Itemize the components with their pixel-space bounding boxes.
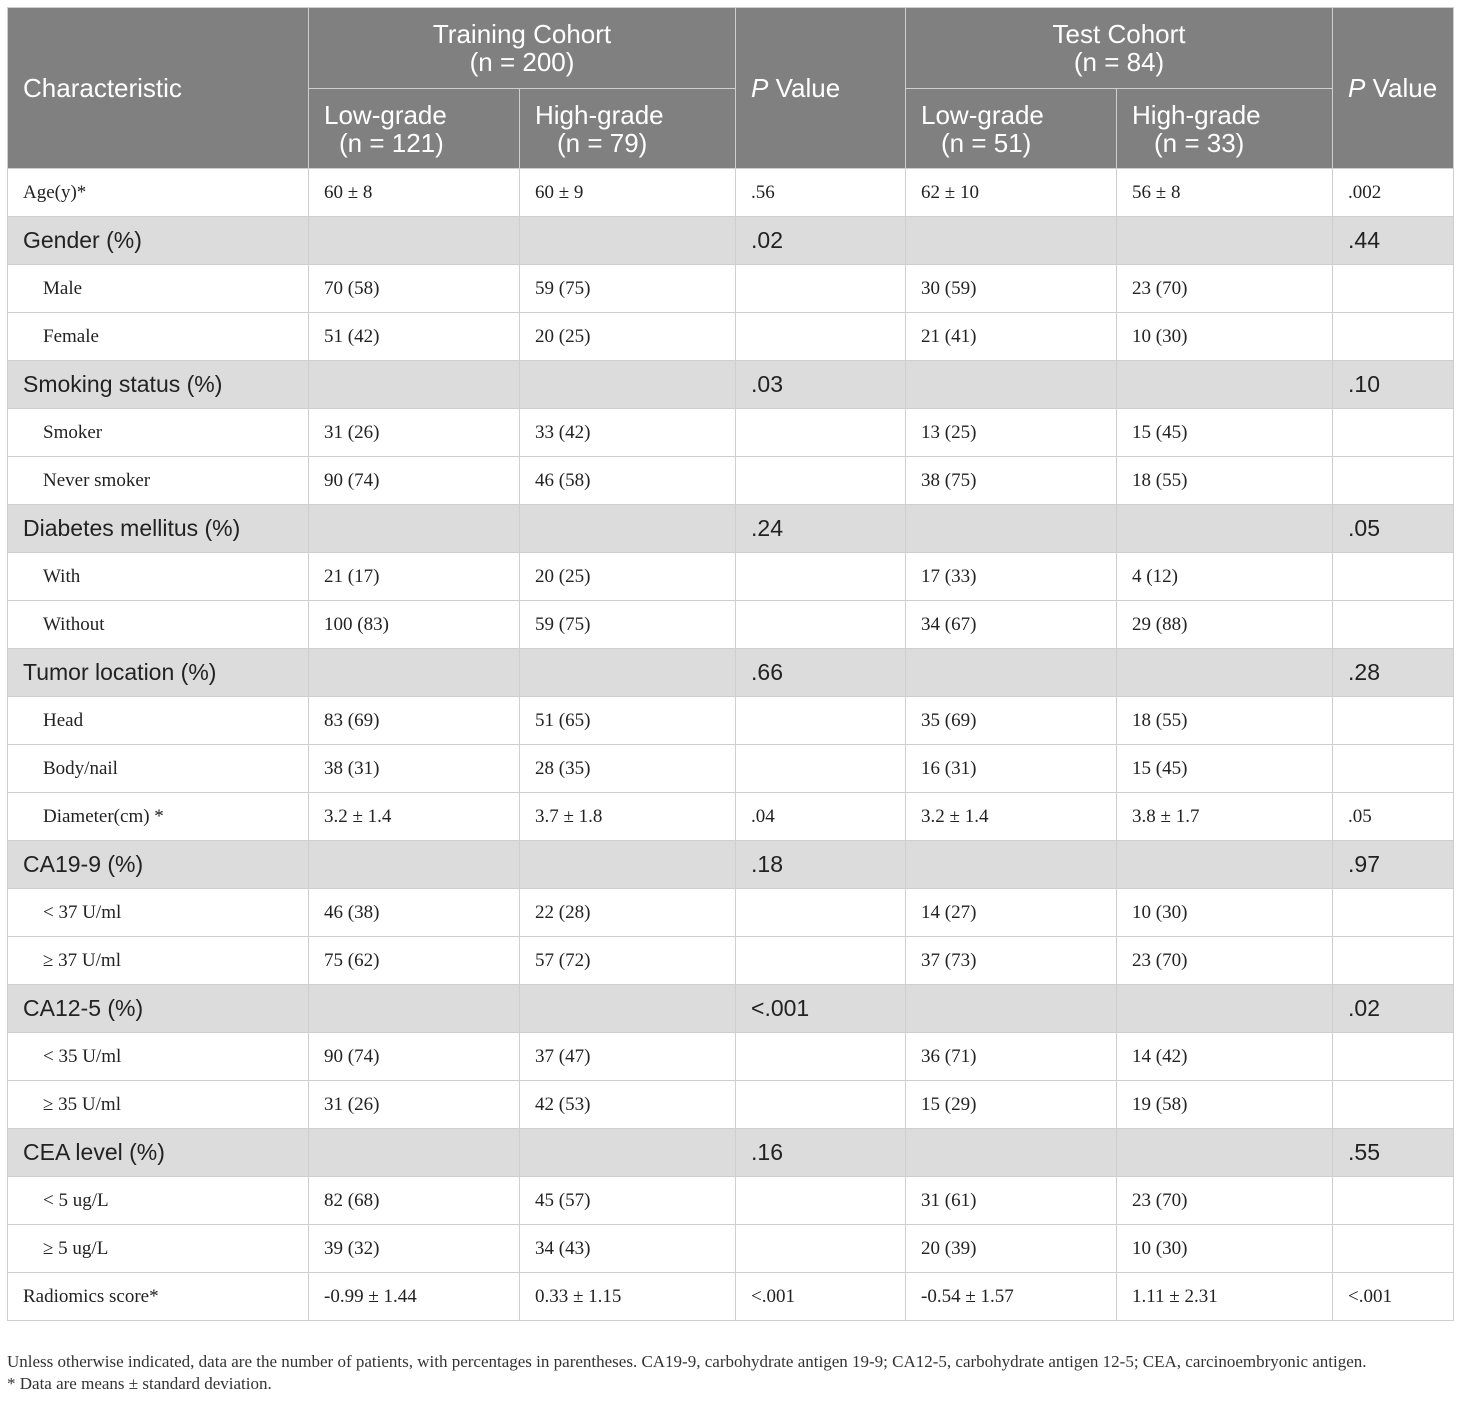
cell-training-p: .04 [736, 793, 906, 841]
header-test-cohort [906, 8, 1333, 89]
cell-test-low [906, 985, 1117, 1033]
cell-test-p: .02 [1333, 985, 1454, 1033]
cell-training-p [736, 409, 906, 457]
cell-training-low: 38 (31) [309, 745, 520, 793]
cell-test-high: 56 ± 8 [1117, 169, 1333, 217]
cell-training-p [736, 553, 906, 601]
cell-training-high: 22 (28) [520, 889, 736, 937]
cell-training-p [736, 745, 906, 793]
cell-test-high: 15 (45) [1117, 409, 1333, 457]
cell-training-p: .66 [736, 649, 906, 697]
header-training-high-grade [520, 89, 736, 169]
table-row [8, 793, 1454, 841]
cell-test-high: 10 (30) [1117, 889, 1333, 937]
cell-test-high [1117, 361, 1333, 409]
cell-training-low [309, 361, 520, 409]
cell-test-low [906, 505, 1117, 553]
cell-characteristic: ≥ 5 ug/L [8, 1225, 309, 1273]
cell-characteristic: With [8, 553, 309, 601]
cell-test-p [1333, 1081, 1454, 1129]
cell-test-p: .55 [1333, 1129, 1454, 1177]
table-row [8, 169, 1454, 217]
cell-test-p [1333, 457, 1454, 505]
cell-characteristic: Age(y)* [8, 169, 309, 217]
cell-test-p: .05 [1333, 793, 1454, 841]
header-training-low-grade [309, 89, 520, 169]
category-row [8, 217, 1454, 265]
cell-test-high: 23 (70) [1117, 265, 1333, 313]
cell-test-high: 14 (42) [1117, 1033, 1333, 1081]
cell-training-low: 70 (58) [309, 265, 520, 313]
cell-characteristic: Tumor location (%) [8, 649, 309, 697]
training-cohort-n: (n = 200) [469, 47, 575, 77]
cell-training-high: 33 (42) [520, 409, 736, 457]
table-row [8, 265, 1454, 313]
cell-test-p [1333, 265, 1454, 313]
cell-test-low: 30 (59) [906, 265, 1117, 313]
cell-test-low: 20 (39) [906, 1225, 1117, 1273]
cell-test-p: .97 [1333, 841, 1454, 889]
cell-characteristic: ≥ 37 U/ml [8, 937, 309, 985]
cell-training-p [736, 313, 906, 361]
header-p-value-test [1333, 8, 1454, 169]
category-row [8, 841, 1454, 889]
cell-test-low: 31 (61) [906, 1177, 1117, 1225]
table-row [8, 697, 1454, 745]
cell-test-low: 14 (27) [906, 889, 1117, 937]
cell-training-low: 31 (26) [309, 409, 520, 457]
cell-training-low: 21 (17) [309, 553, 520, 601]
characteristics-table [7, 7, 1454, 1321]
p-value-label: Value [768, 73, 841, 103]
cell-test-high: 4 (12) [1117, 553, 1333, 601]
cell-characteristic: < 5 ug/L [8, 1177, 309, 1225]
cell-test-p: .05 [1333, 505, 1454, 553]
cell-training-p: .02 [736, 217, 906, 265]
training-high-n: (n = 79) [557, 127, 648, 158]
cell-test-p [1333, 1177, 1454, 1225]
cell-training-p [736, 1177, 906, 1225]
table-row [8, 1033, 1454, 1081]
cell-training-p [736, 1225, 906, 1273]
table-body [8, 169, 1454, 1321]
cell-training-low: 51 (42) [309, 313, 520, 361]
header-training-cohort [309, 8, 736, 89]
cell-training-high: 51 (65) [520, 697, 736, 745]
cell-training-low: 83 (69) [309, 697, 520, 745]
category-row [8, 505, 1454, 553]
cell-training-low: 100 (83) [309, 601, 520, 649]
cell-training-high [520, 505, 736, 553]
cell-test-low: 16 (31) [906, 745, 1117, 793]
cell-characteristic: Diabetes mellitus (%) [8, 505, 309, 553]
cell-training-high [520, 217, 736, 265]
table-row [8, 601, 1454, 649]
cell-test-high: 10 (30) [1117, 313, 1333, 361]
cell-training-p: <.001 [736, 1273, 906, 1321]
cell-test-low [906, 841, 1117, 889]
header-p-value-training [736, 8, 906, 169]
cell-test-low [906, 649, 1117, 697]
cell-test-p [1333, 601, 1454, 649]
cell-test-low [906, 361, 1117, 409]
cell-characteristic: Without [8, 601, 309, 649]
cell-training-low: 82 (68) [309, 1177, 520, 1225]
cell-test-p [1333, 745, 1454, 793]
table-row [8, 889, 1454, 937]
header-characteristic: Characteristic [8, 8, 309, 169]
cell-training-p [736, 265, 906, 313]
table-row [8, 1273, 1454, 1321]
cell-test-p [1333, 409, 1454, 457]
table-row [8, 1225, 1454, 1273]
cell-test-high: 18 (55) [1117, 457, 1333, 505]
cell-test-high [1117, 1129, 1333, 1177]
cell-characteristic: CEA level (%) [8, 1129, 309, 1177]
table-row [8, 457, 1454, 505]
cell-training-p: .18 [736, 841, 906, 889]
cell-test-p: .002 [1333, 169, 1454, 217]
test-cohort-n: (n = 84) [1073, 47, 1165, 77]
cell-training-high: 0.33 ± 1.15 [520, 1273, 736, 1321]
cell-training-low: 90 (74) [309, 457, 520, 505]
cell-training-low: 31 (26) [309, 1081, 520, 1129]
cell-training-high [520, 361, 736, 409]
cell-test-low: -0.54 ± 1.57 [906, 1273, 1117, 1321]
cell-test-high: 10 (30) [1117, 1225, 1333, 1273]
cell-test-p [1333, 553, 1454, 601]
cell-test-high [1117, 841, 1333, 889]
cell-characteristic: Diameter(cm) * [8, 793, 309, 841]
cell-test-p: <.001 [1333, 1273, 1454, 1321]
table-row [8, 1081, 1454, 1129]
p-letter: P [751, 73, 769, 103]
cell-training-p [736, 601, 906, 649]
test-cohort-title: Test Cohort [1052, 19, 1186, 49]
cell-characteristic: Head [8, 697, 309, 745]
cell-test-low: 35 (69) [906, 697, 1117, 745]
cell-test-high: 18 (55) [1117, 697, 1333, 745]
cell-test-low [906, 1129, 1117, 1177]
cell-training-low [309, 505, 520, 553]
header-test-high-grade [1117, 89, 1333, 169]
cell-test-high: 23 (70) [1117, 937, 1333, 985]
cell-training-low [309, 985, 520, 1033]
test-high-n: (n = 33) [1154, 127, 1245, 158]
cell-characteristic: ≥ 35 U/ml [8, 1081, 309, 1129]
cell-training-p [736, 457, 906, 505]
cell-training-high: 45 (57) [520, 1177, 736, 1225]
cell-test-low: 15 (29) [906, 1081, 1117, 1129]
category-row [8, 985, 1454, 1033]
cell-training-p: .16 [736, 1129, 906, 1177]
cell-characteristic: Body/nail [8, 745, 309, 793]
table-footer [7, 1351, 1457, 1395]
cell-test-low: 36 (71) [906, 1033, 1117, 1081]
table-row [8, 937, 1454, 985]
cell-training-high: 3.7 ± 1.8 [520, 793, 736, 841]
cell-training-p [736, 1081, 906, 1129]
category-row [8, 1129, 1454, 1177]
test-low-label: Low-grade [921, 99, 1044, 130]
cell-training-high: 57 (72) [520, 937, 736, 985]
cell-characteristic: Female [8, 313, 309, 361]
cell-training-low [309, 1129, 520, 1177]
table-row [8, 313, 1454, 361]
test-low-n: (n = 51) [941, 127, 1032, 158]
training-low-label: Low-grade [324, 99, 447, 130]
cell-test-p: .44 [1333, 217, 1454, 265]
cell-test-low: 62 ± 10 [906, 169, 1117, 217]
cell-test-low: 21 (41) [906, 313, 1117, 361]
cell-training-high [520, 841, 736, 889]
cell-test-p [1333, 313, 1454, 361]
cell-test-p: .10 [1333, 361, 1454, 409]
cell-test-p [1333, 1033, 1454, 1081]
cell-characteristic: CA12-5 (%) [8, 985, 309, 1033]
cell-characteristic: Smoking status (%) [8, 361, 309, 409]
cell-training-high: 60 ± 9 [520, 169, 736, 217]
cell-training-low: 3.2 ± 1.4 [309, 793, 520, 841]
category-row [8, 361, 1454, 409]
cell-training-high: 20 (25) [520, 313, 736, 361]
footnote-asterisk: * Data are means ± standard deviation. [7, 1374, 272, 1393]
cell-training-p: .24 [736, 505, 906, 553]
table-row [8, 553, 1454, 601]
training-low-n: (n = 121) [339, 127, 444, 158]
training-cohort-title: Training Cohort [432, 19, 612, 49]
cell-characteristic: CA19-9 (%) [8, 841, 309, 889]
cell-training-high: 59 (75) [520, 265, 736, 313]
cell-training-high: 42 (53) [520, 1081, 736, 1129]
cell-training-high: 46 (58) [520, 457, 736, 505]
cell-training-p [736, 889, 906, 937]
table-row [8, 745, 1454, 793]
cell-characteristic: Gender (%) [8, 217, 309, 265]
p-value-label: Value [1365, 73, 1438, 103]
cell-training-high [520, 1129, 736, 1177]
cell-training-p [736, 1033, 906, 1081]
cell-test-low: 3.2 ± 1.4 [906, 793, 1117, 841]
cell-test-high: 3.8 ± 1.7 [1117, 793, 1333, 841]
cell-training-low: 46 (38) [309, 889, 520, 937]
cell-test-high: 23 (70) [1117, 1177, 1333, 1225]
header-test-low-grade [906, 89, 1117, 169]
p-letter: P [1348, 73, 1366, 103]
cell-test-high [1117, 217, 1333, 265]
table-row [8, 409, 1454, 457]
cell-training-low: -0.99 ± 1.44 [309, 1273, 520, 1321]
cell-test-p [1333, 889, 1454, 937]
cell-characteristic: Never smoker [8, 457, 309, 505]
cell-test-high: 15 (45) [1117, 745, 1333, 793]
cell-training-low: 60 ± 8 [309, 169, 520, 217]
cell-test-high [1117, 505, 1333, 553]
cell-training-p [736, 937, 906, 985]
cell-test-p [1333, 1225, 1454, 1273]
cell-test-p [1333, 697, 1454, 745]
cell-training-high: 34 (43) [520, 1225, 736, 1273]
cell-test-low: 38 (75) [906, 457, 1117, 505]
cell-test-low: 37 (73) [906, 937, 1117, 985]
cell-test-high [1117, 649, 1333, 697]
cell-training-low [309, 217, 520, 265]
cell-test-low: 17 (33) [906, 553, 1117, 601]
cell-training-p: <.001 [736, 985, 906, 1033]
cell-training-low: 90 (74) [309, 1033, 520, 1081]
cell-training-p: .03 [736, 361, 906, 409]
cell-test-high [1117, 985, 1333, 1033]
cell-test-high: 1.11 ± 2.31 [1117, 1273, 1333, 1321]
cell-test-high: 19 (58) [1117, 1081, 1333, 1129]
cell-characteristic: Male [8, 265, 309, 313]
cell-characteristic: Radiomics score* [8, 1273, 309, 1321]
table-header [8, 8, 1454, 169]
cell-training-low [309, 649, 520, 697]
cell-test-high: 29 (88) [1117, 601, 1333, 649]
cell-test-low: 13 (25) [906, 409, 1117, 457]
cell-test-low [906, 217, 1117, 265]
cell-test-low: 34 (67) [906, 601, 1117, 649]
cell-training-high: 59 (75) [520, 601, 736, 649]
training-high-label: High-grade [535, 99, 664, 130]
category-row [8, 649, 1454, 697]
footnote-abbreviations: Unless otherwise indicated, data are the number of patients, with percentages in parentheses. CA19-9, carbohydrate antigen 19-9; CA12-5, carbohydrate antigen 12-5; CEA, carcinoembryonic antigen. [7, 1352, 1367, 1371]
cell-characteristic: < 37 U/ml [8, 889, 309, 937]
cell-training-low [309, 841, 520, 889]
cell-training-high: 20 (25) [520, 553, 736, 601]
cell-characteristic: Smoker [8, 409, 309, 457]
test-high-label: High-grade [1132, 99, 1261, 130]
cell-test-p: .28 [1333, 649, 1454, 697]
cell-training-p [736, 697, 906, 745]
cell-training-low: 39 (32) [309, 1225, 520, 1273]
table-row [8, 1177, 1454, 1225]
cell-training-low: 75 (62) [309, 937, 520, 985]
cell-training-high: 37 (47) [520, 1033, 736, 1081]
cell-training-p: .56 [736, 169, 906, 217]
cell-characteristic: < 35 U/ml [8, 1033, 309, 1081]
cell-test-p [1333, 937, 1454, 985]
cell-training-high [520, 649, 736, 697]
cell-training-high: 28 (35) [520, 745, 736, 793]
cell-training-high [520, 985, 736, 1033]
